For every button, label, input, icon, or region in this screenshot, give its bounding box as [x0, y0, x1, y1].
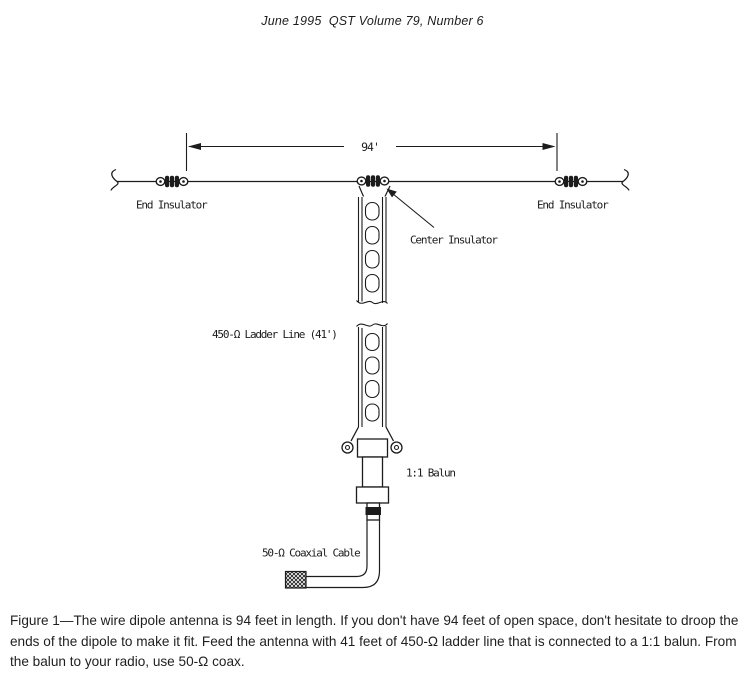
balun-body [363, 457, 383, 487]
caption-line: ends of the dipole to make it fit. Feed the antenna with 41 feet of 450-Ω ladder line that is connected to a 1:1 balun. From [10, 633, 737, 649]
end-insulator-right-icon [555, 176, 587, 188]
center-mount [359, 186, 390, 197]
connector-band [366, 507, 382, 515]
figure-caption [10, 611, 740, 673]
wire-break-left [111, 170, 118, 191]
ladder-line-upper [357, 197, 388, 304]
ladder-break-edge [357, 324, 388, 327]
caption-line: the balun to your radio, use 50-Ω coax. [10, 654, 245, 670]
balun-label: 1:1 Balun [406, 466, 455, 480]
caption-line: Figure 1—The wire dipole antenna is 94 feet in length. If you don't have 94 feet of open space, don't hesitate to droop the [10, 613, 739, 628]
center-insulator-icon [357, 175, 389, 187]
balun [342, 427, 402, 520]
coax-label: 50-Ω Coaxial Cable [262, 546, 360, 560]
arrowhead-right [543, 143, 556, 150]
end-insulator-left-icon [156, 176, 188, 188]
balun-bottom-cap [357, 487, 389, 503]
arrowhead-left [188, 143, 201, 150]
end-insulator-right-label: End Insulator [537, 198, 608, 212]
balun-top-cap [358, 439, 388, 457]
end-insulator-left-label: End Insulator [136, 198, 207, 212]
ladder-line-label: 450-Ω Ladder Line (41') [212, 328, 337, 341]
coax-plug [286, 572, 307, 589]
page-header: June 1995 QST Volume 79, Number 6 [261, 14, 484, 28]
center-insulator-leader [387, 189, 435, 228]
ladder-line-lower [357, 324, 388, 428]
dimension-value: 94' [361, 140, 379, 154]
center-insulator-label: Center Insulator [410, 233, 497, 247]
wire-break-right [622, 170, 629, 191]
